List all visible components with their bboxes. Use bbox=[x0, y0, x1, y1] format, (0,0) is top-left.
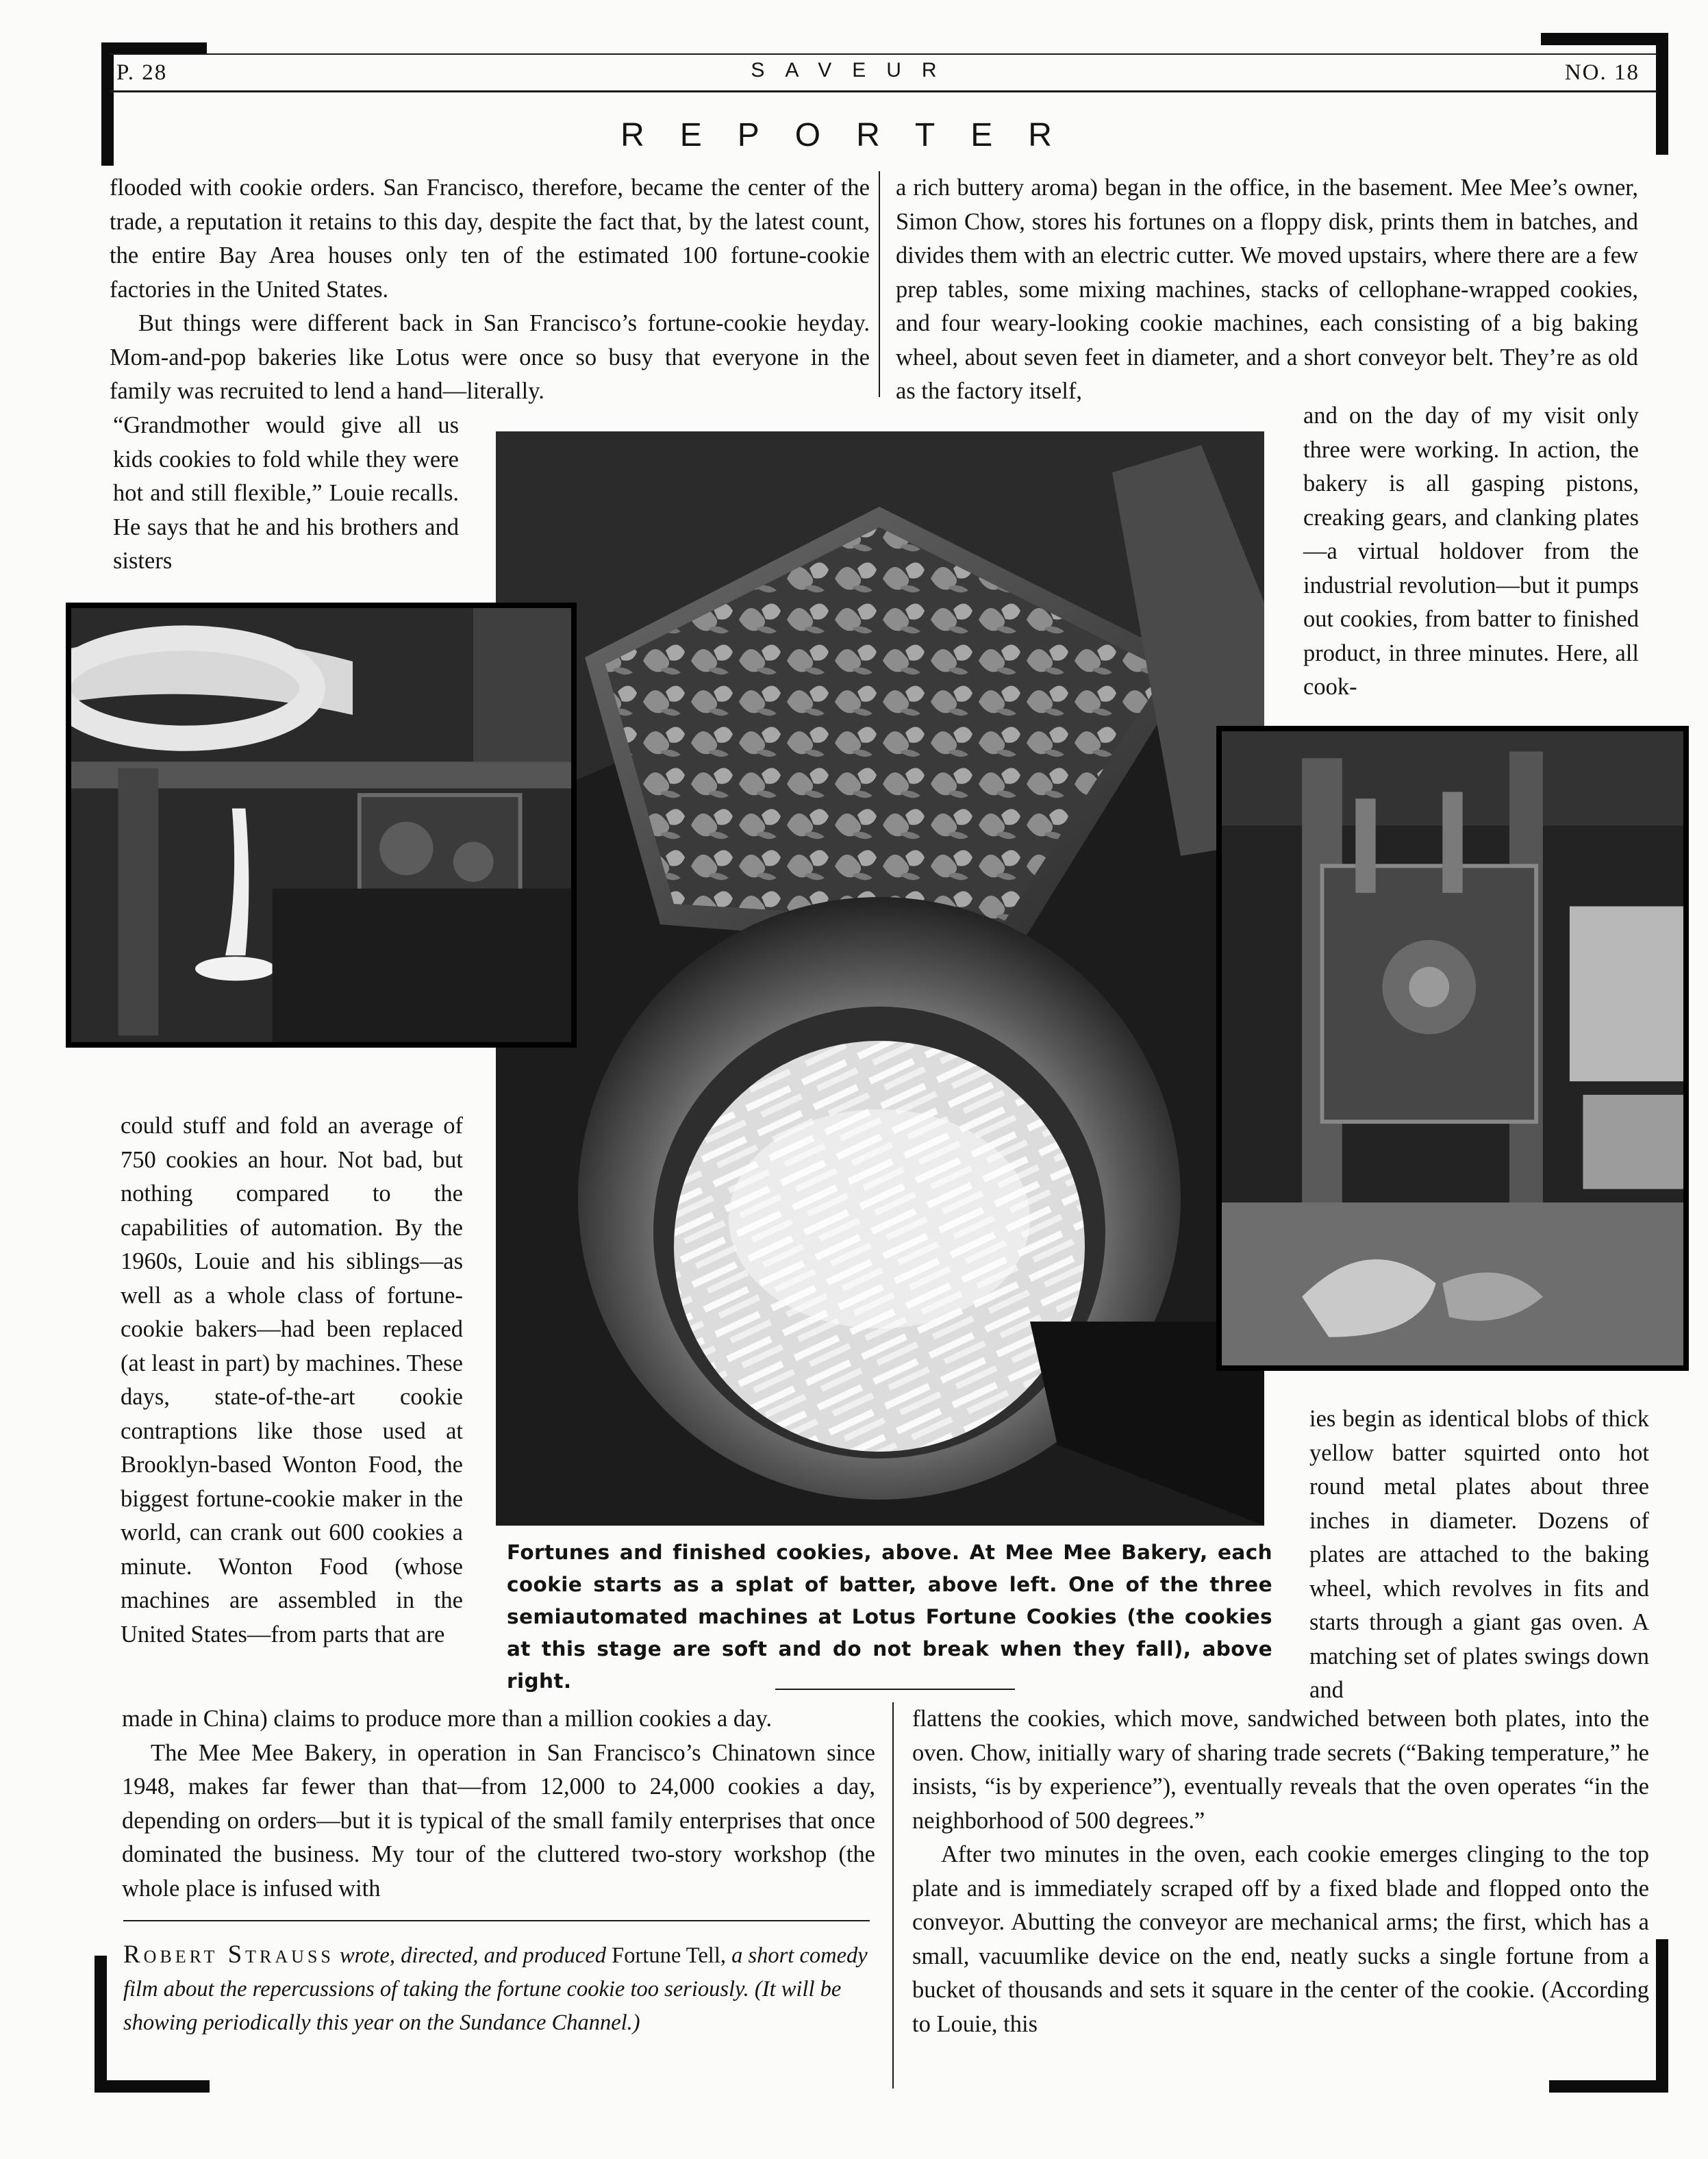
author-name: Robert Strauss bbox=[123, 1941, 334, 1969]
article-column-left-wrap bbox=[113, 409, 459, 579]
corner-bracket-bottom-right bbox=[1656, 1939, 1668, 2093]
article-paragraph: a rich buttery aroma) began in the office, in the basement. Mee Mee’s owner, Simon Chow, stores his fortunes on a floppy disk, prints them in batches, and divides them with an electric cutter. We moved upstairs, where there are a few prep tables, some mixing machines, stacks of cellophane-wrapped cookies, and four weary-looking cookie machines, each consisting of a big baking wheel, about seven feet in diameter, and a short conveyor belt. They’re as old as the factory itself, bbox=[896, 175, 1638, 404]
article-paragraph: “Grandmother would give all us kids cookies to fold while they were hot and still flexible,” Louie recalls. He says that he and his brothers and sisters bbox=[113, 412, 459, 574]
article-paragraph: After two minutes in the oven, each cookie emerges clinging to the top plate and is immediately scraped off by a fixed blade and flopped onto the conveyor. Abutting the conveyor are mechanical arms; the first, which has a small, vacuumlike device on the end, neatly sucks a single fortune from a bucket of thousands and sets it square in the center of the cookie. (According to Louie, this bbox=[912, 1841, 1649, 2037]
caption-rule bbox=[775, 1689, 1015, 1690]
photo-semiautomated-machine bbox=[1216, 726, 1689, 1371]
article-paragraph: flooded with cookie orders. San Francisco, therefore, became the center of the trade, a reputation it retains to this day, despite the fact that, by the latest count, the entire Bay Area houses only ten of the estimated 100 fortune-cookie factories in the United States. bbox=[110, 175, 870, 303]
article-paragraph: The Mee Mee Bakery, in operation in San Francisco’s Chinatown since 1948, makes far fewer than that—from 12,000 to 24,000 cookies a day, depending on orders—but it is typical of the small family enterprises that once dominated the business. My tour of the cluttered two-story workshop (the whole place is infused with bbox=[122, 1739, 875, 1902]
article-column-right-bottom bbox=[912, 1702, 1649, 2041]
photo-fortunes-graphic bbox=[496, 431, 1264, 1526]
article-paragraph: ies begin as identical blobs of thick yellow batter squirted onto hot round metal plates about three inches in diameter. Dozens of plates are attached to the baking wheel, which revolves in fits and starts through a giant gas oven. A matching set of plates swings down and bbox=[1309, 1406, 1649, 1703]
article-paragraph: made in China) claims to produce more than a million cookies a day. bbox=[122, 1706, 773, 1732]
masthead: SAVEUR bbox=[751, 59, 957, 81]
bio-text: wrote, directed, and produced bbox=[334, 1943, 612, 1968]
section-title: REPORTER bbox=[620, 117, 1088, 153]
issue-number: NO. 18 bbox=[1564, 60, 1640, 85]
photo-batter-graphic bbox=[71, 608, 571, 1042]
column-divider bbox=[879, 171, 880, 397]
article-column-right-top bbox=[896, 171, 1638, 409]
corner-bracket-bottom-right bbox=[1549, 2080, 1668, 2093]
header-rule bbox=[110, 90, 1657, 92]
article-paragraph: and on the day of my visit only three were working. In action, the bakery is all gasping pistons, creaking gears, and clanking plates—a virtual holdover from the industrial revolution—but it pumps out cookies, from batter to finished product, in three minutes. Here, all cook- bbox=[1303, 403, 1639, 700]
photo-fortunes-and-cookies bbox=[496, 431, 1264, 1526]
header-rule bbox=[110, 53, 1657, 55]
corner-bracket-bottom-left bbox=[95, 1956, 107, 2093]
bio-rule bbox=[123, 1920, 870, 1921]
article-paragraph: could stuff and fold an average of 750 cookies an hour. Not bad, but nothing compared to the capabilities of automation. By the 1960s, Louie and his siblings—as well as a whole class of fortune-cookie bakers—had been replaced (at least in part) by machines. These days, state-of-the-art cookie contraptions like those used at Brooklyn-based Wonton Food, the biggest fortune-cookie maker in the world, can crank out 600 cookies a minute. Wonton Food (whose machines are assembled in the United States—from parts that are bbox=[121, 1113, 463, 1647]
film-title: Fortune Tell, bbox=[612, 1943, 726, 1968]
article-column-right-wrap bbox=[1303, 399, 1639, 705]
author-bio bbox=[123, 1938, 877, 2040]
article-paragraph: flattens the cookies, which move, sandwiched between both plates, into the oven. Chow, initially wary of sharing trade secrets (“Baking temperature,” he insists, “is by experience”), eventually reveals that the oven operates “in the neighborhood of 500 degrees.” bbox=[912, 1706, 1649, 1834]
column-divider bbox=[892, 1702, 894, 2088]
photo-machine-graphic bbox=[1222, 731, 1683, 1365]
bio-text: a short comedy film about the repercussions of taking the fortune cookie too seriously. (It will be showing periodically this year on the Sundance Channel.) bbox=[123, 1943, 868, 2035]
article-column-left-bottom bbox=[122, 1702, 875, 1906]
photo-caption: Fortunes and finished cookies, above. At Mee Mee Bakery, each cookie starts as a splat of batter, above left. One of the three semiautomated machines at Lotus Fortune Cookies (the cookies at this stage are soft and do not break when they fall), above right. bbox=[507, 1541, 1272, 1693]
article-column-left-top bbox=[110, 171, 870, 409]
article-paragraph: But things were different back in San Francisco’s fortune-cookie heyday. Mom-and-pop bakeries like Lotus were once so busy that everyone in the family was recruited to lend a hand—literally. bbox=[110, 310, 870, 404]
photo-batter-splat bbox=[66, 603, 577, 1048]
corner-bracket-bottom-left bbox=[95, 2080, 210, 2093]
article-column-right-middle bbox=[1309, 1402, 1649, 1708]
corner-bracket-top-right bbox=[1541, 33, 1668, 45]
article-column-left-lower bbox=[121, 1109, 463, 1652]
page-number: P. 28 bbox=[116, 60, 168, 85]
